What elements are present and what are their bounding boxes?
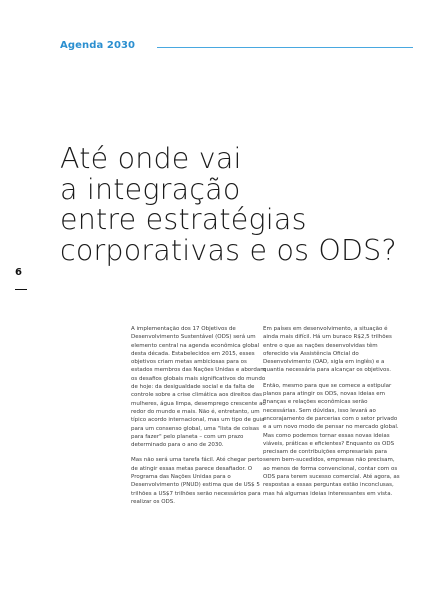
title-line: Até onde vai: [60, 142, 242, 175]
page-number: 6: [15, 267, 22, 278]
body-paragraph: Em países em desenvolvimento, a situação é ainda mais difícil. Há um buraco R$2,5 trilhões entre o que as nações desenvolvidas têm oferecido via Assistência Oficial do Desenvolvimento (OAD, sigla em inglês) e a quantia necessária para alcançar os objetivos.: [263, 326, 392, 374]
body-column-left: [131, 325, 269, 513]
section-label: Agenda 2030: [60, 40, 136, 51]
page-number-rule: [15, 289, 27, 290]
body-column-right: [263, 325, 401, 505]
title-line: corporativas e os ODS?: [60, 233, 397, 267]
article-title: [60, 144, 420, 266]
body-paragraph: Mas não será uma tarefa fácil. Até chegar perto de atingir essas metas parece desafiador. O Programa das Nações Unidas para o Desenvolvimento (PNUD) estima que de US$ 5 trilhões a US$7 trilhões serão necessários para realizar os ODS.: [131, 457, 263, 505]
body-paragraph: Então, mesmo para que se comece a estipular planos para atingir os ODS, novas ideias em finanças e relações econômicas serão necessárias. Sem dúvidas, isso levará ao encorajamento de parcerias com o setor privado e a um novo modo de pensar no mercado global. Mas como podemos tornar essas novas ideias viáveis, práticas e eficientes? Enquanto os ODS precisam de contribuições empresariais para serem bem-sucedidos, empresas não precisam, ao menos de forma convencional, contar com os ODS para terem sucesso comercial. Até agora, as respostas a essas perguntas estão inconclusas, mas há algumas ideias interessantes em vista.: [263, 382, 400, 497]
section-divider: [157, 47, 413, 48]
title-line: entre estratégias: [60, 203, 307, 236]
title-line: a integração: [60, 172, 241, 206]
body-paragraph: A implementação dos 17 Objetivos de Desenvolvimento Sustentável (ODS) será um elemento central na agenda econômica global desta década. Estabelecidos em 2015, esses objetivos criam metas ambiciosas para os estados membros das Nações Unidas e abordam os desafios globais mais significativos do mundo de hoje: da desigualdade social e da falta de controle sobre a crise climática aos direitos das mulheres, água limpa, desemprego crescente ao redor do mundo e mais. Não é, entretanto, um típico acordo internacional, mas um tipo de guia para um consenso global, uma "lista de coisas para fazer" pelo planeta – com um prazo determinado para o ano de 2030.: [131, 326, 266, 449]
